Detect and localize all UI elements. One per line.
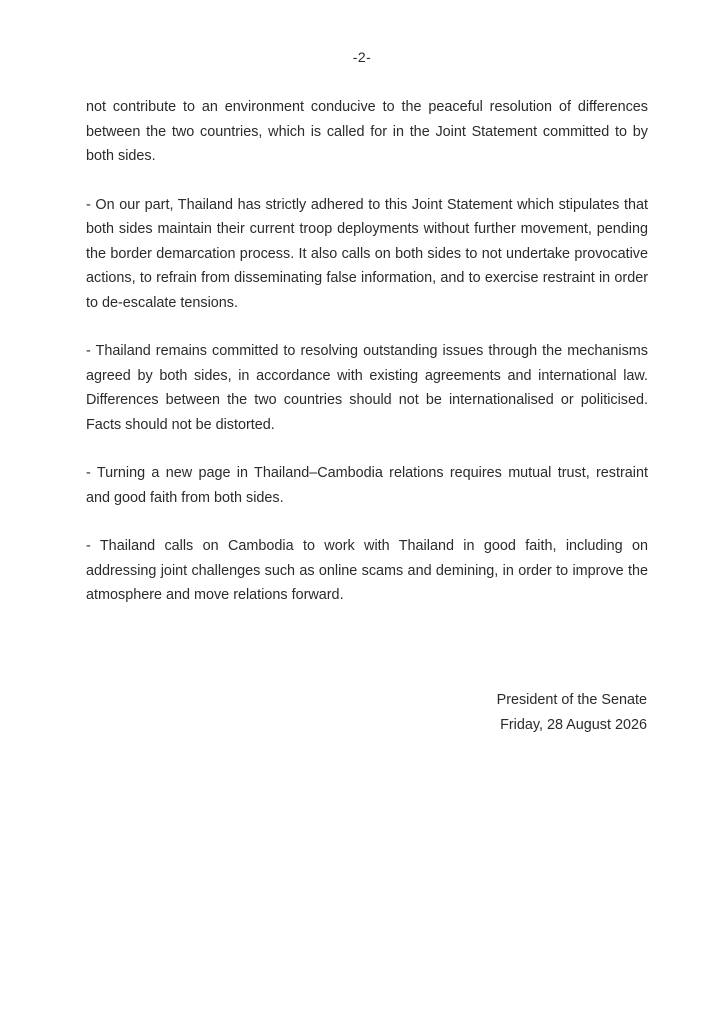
paragraph-call-on-cambodia: - Thailand calls on Cambodia to work with Thailand in good faith, including on addressing joint challenges such as online scams and demining, in order to improve the atmosphere and move relations forward. <box>86 538 648 603</box>
signature-block <box>497 688 647 737</box>
document-body <box>86 95 648 608</box>
paragraph-continuation: not contribute to an environment conducive to the peaceful resolution of differences between the two countries, which is called for in the Joint Statement committed to by both sides. <box>86 99 648 164</box>
signature-date: Friday, 28 August 2026 <box>500 716 647 733</box>
paragraph-resolving-issues: - Thailand remains committed to resolving outstanding issues through the mechanisms agreed by both sides, in accordance with existing agreements and international law. Differences between the two countries should not be internationalised or politicised. Facts should not be distorted. <box>86 343 648 433</box>
paragraph-joint-statement-adherence: - On our part, Thailand has strictly adhered to this Joint Statement which stipulates that both sides maintain their current troop deployments without further movement, pending the border demarcation process. It also calls on both sides to not undertake provocative actions, to refrain from disseminating false information, and to exercise restraint in order to de-escalate tensions. <box>86 196 648 311</box>
signature-title: President of the Senate <box>496 692 647 708</box>
paragraph-new-page: - Turning a new page in Thailand–Cambodia relations requires mutual trust, restraint and good faith from both sides. <box>86 465 648 506</box>
page-number: -2- <box>352 49 372 65</box>
